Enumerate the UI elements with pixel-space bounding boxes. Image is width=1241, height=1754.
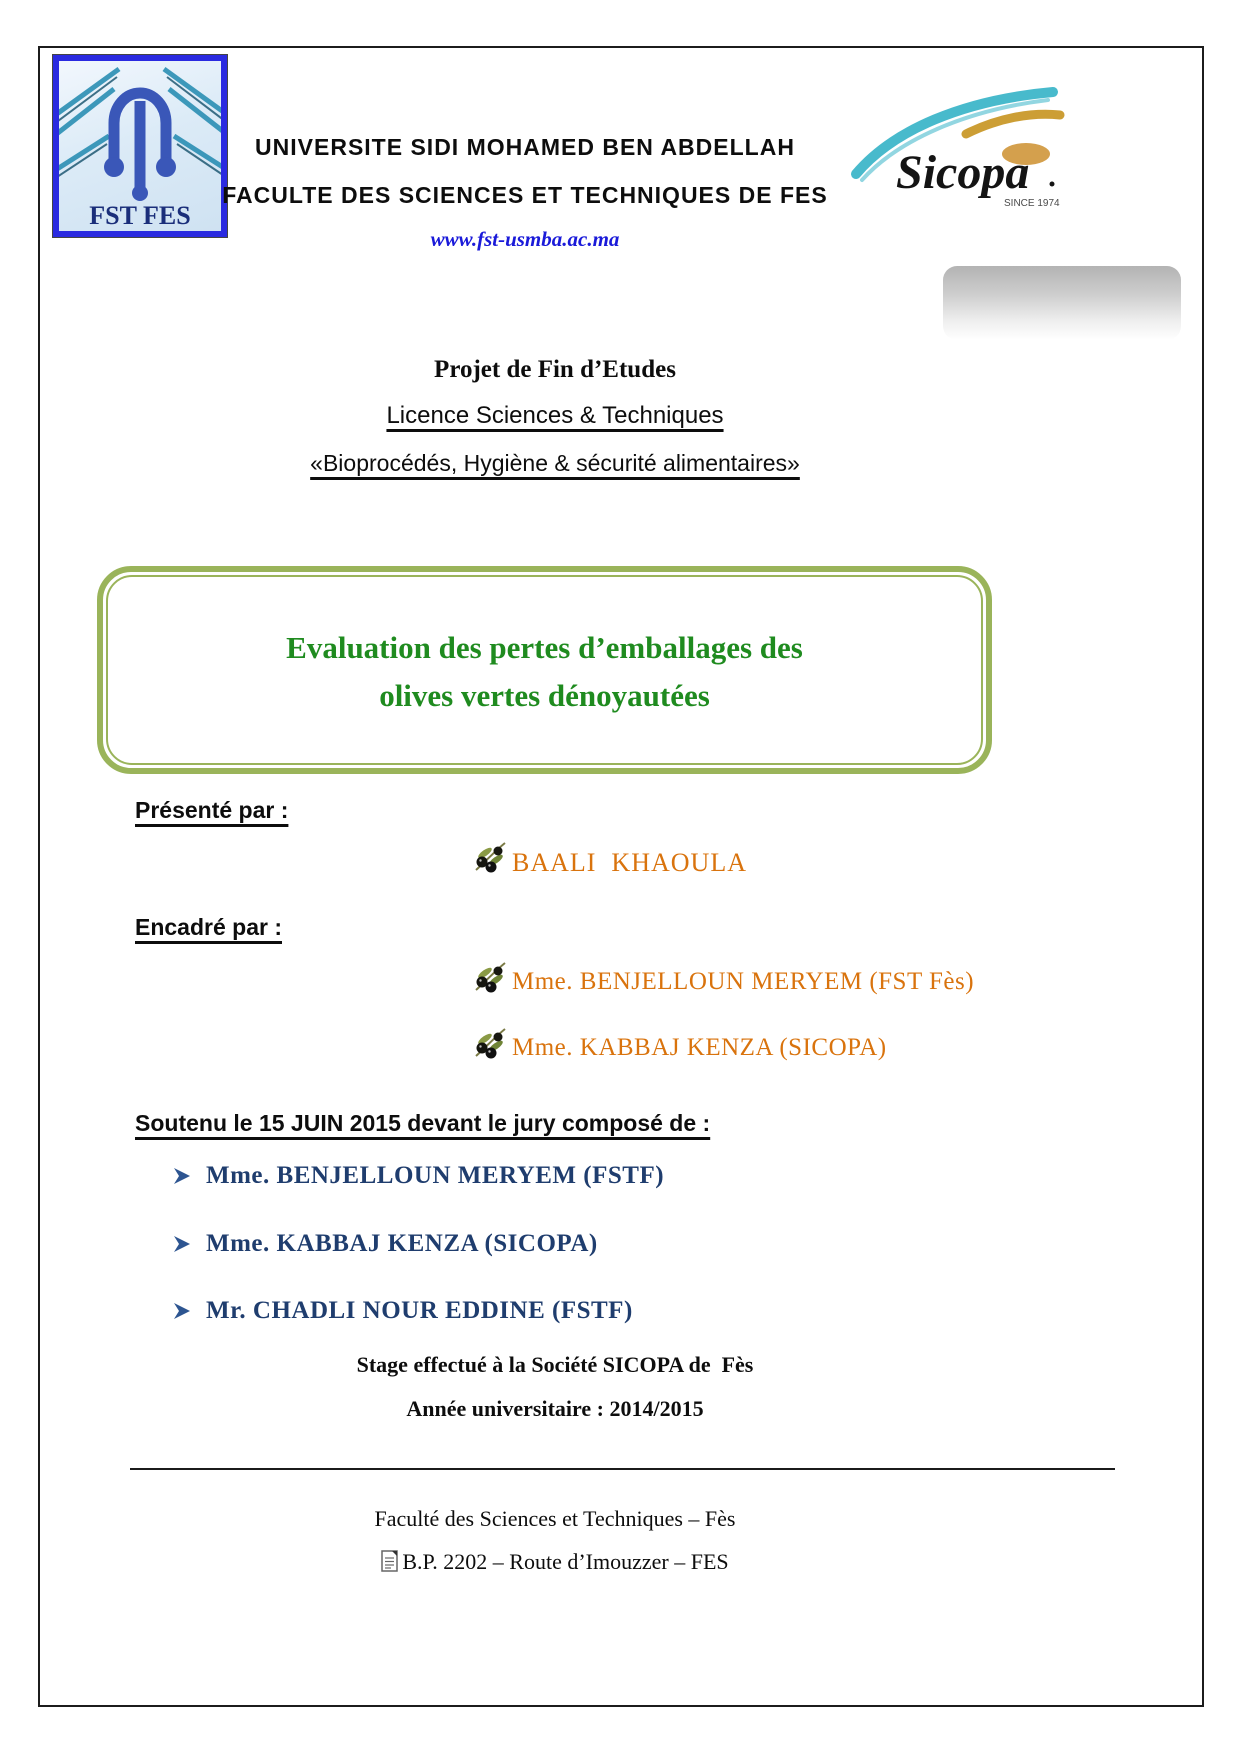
sicopa-logo-graphic xyxy=(848,82,1068,222)
footer-address-text: B.P. 2202 – Route d’Imouzzer – FES xyxy=(402,1549,729,1574)
university-name: UNIVERSITE SIDI MOHAMED BEN ABDELLAH xyxy=(255,134,795,160)
academic-year-line: Année universitaire : 2014/2015 xyxy=(406,1396,704,1421)
supervisor-row xyxy=(472,960,974,996)
footer-divider-line xyxy=(130,1468,1115,1470)
specialty-title: «Bioprocédés, Hygiène & sécurité alimentaires» xyxy=(310,450,800,476)
project-type-title: Projet de Fin d’Etudes xyxy=(434,356,676,383)
thesis-title-line2: olives vertes dénoyautées xyxy=(379,678,710,713)
sicopa-logo xyxy=(848,82,1068,222)
document-icon xyxy=(381,1550,400,1579)
olive-branch-icon xyxy=(472,960,508,996)
footer-faculty-line: Faculté des Sciences et Techniques – Fès xyxy=(374,1506,736,1531)
jury-member-row xyxy=(172,1230,598,1258)
fst-logo-text: FST FES xyxy=(89,201,191,230)
sicopa-logo-text: Sicopa xyxy=(896,146,1030,199)
footer-address-line xyxy=(225,1549,885,1579)
student-row xyxy=(472,840,747,878)
supervisor-name: Mme. BENJELLOUN MERYEM (FST Fès) xyxy=(512,968,975,995)
faculty-name: FACULTE DES SCIENCES ET TECHNIQUES DE FES xyxy=(222,182,828,208)
thesis-title-line1: Evaluation des pertes d’emballages des xyxy=(286,630,803,665)
internship-company-line: Stage effectué à la Société SICOPA de Fès xyxy=(356,1352,754,1377)
arrowhead-bullet-icon xyxy=(172,1301,192,1321)
thesis-title xyxy=(103,624,986,720)
olive-branch-icon xyxy=(472,840,508,876)
presented-by-label: Présenté par : xyxy=(135,797,289,823)
website-link[interactable]: www.fst-usmba.ac.ma xyxy=(430,227,620,251)
supervised-by-label: Encadré par : xyxy=(135,914,282,940)
student-name: BAALI KHAOULA xyxy=(512,848,747,877)
jury-member-row xyxy=(172,1162,664,1190)
jury-member-name: Mme. BENJELLOUN MERYEM (FSTF) xyxy=(206,1162,665,1189)
jury-member-name: Mr. CHADLI NOUR EDDINE (FSTF) xyxy=(206,1297,633,1324)
jury-member-name: Mme. KABBAJ KENZA (SICOPA) xyxy=(206,1230,598,1257)
arrowhead-bullet-icon xyxy=(172,1234,192,1254)
supervisor-name: Mme. KABBAJ KENZA (SICOPA) xyxy=(512,1034,887,1061)
jury-member-row xyxy=(172,1297,633,1325)
arrowhead-bullet-icon xyxy=(172,1166,192,1186)
supervisor-row xyxy=(472,1026,887,1062)
sicopa-since-text: SINCE 1974 xyxy=(1004,198,1060,209)
olive-branch-icon xyxy=(472,1026,508,1062)
defense-label: Soutenu le 15 JUIN 2015 devant le jury composé de : xyxy=(135,1110,711,1136)
gray-rounded-shape xyxy=(943,266,1181,340)
thesis-title-box xyxy=(97,566,992,774)
degree-title: Licence Sciences & Techniques xyxy=(386,402,724,429)
